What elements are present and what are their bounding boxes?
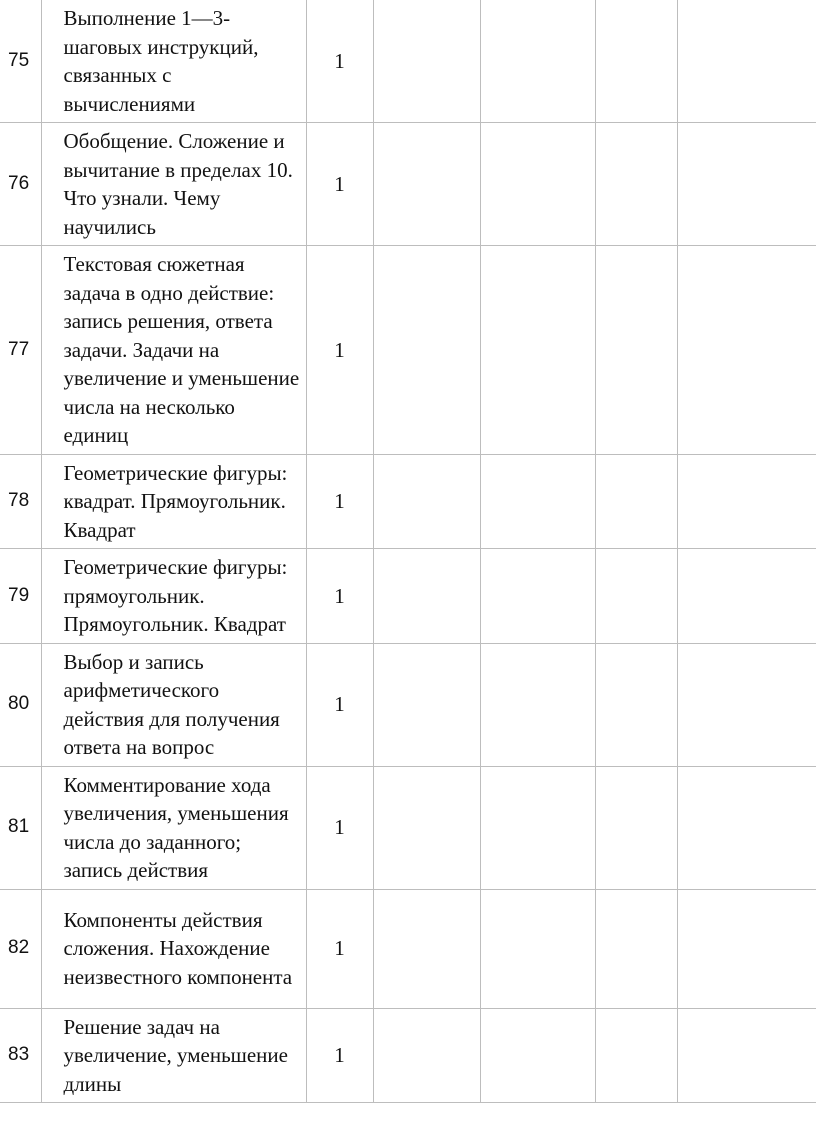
lesson-number: 82 xyxy=(0,889,41,1008)
empty-cell xyxy=(677,123,816,246)
lesson-hours: 1 xyxy=(306,549,373,644)
lesson-topic: Текстовая сюжетная задача в одно действие: запись решения, ответа задачи. Задачи на увеличение и уменьшение числа на несколько единиц xyxy=(41,246,306,455)
lesson-topic: Геометрические фигуры: квадрат. Прямоугольник. Квадрат xyxy=(41,454,306,549)
empty-cell xyxy=(480,643,595,766)
empty-cell xyxy=(480,889,595,1008)
table-row xyxy=(0,0,816,123)
empty-cell xyxy=(595,123,677,246)
empty-cell xyxy=(480,246,595,455)
empty-cell xyxy=(480,549,595,644)
empty-cell xyxy=(373,1008,480,1103)
empty-cell xyxy=(677,246,816,455)
empty-cell xyxy=(595,643,677,766)
lesson-hours: 1 xyxy=(306,246,373,455)
lesson-number: 78 xyxy=(0,454,41,549)
table-row xyxy=(0,1008,816,1103)
lesson-hours: 1 xyxy=(306,889,373,1008)
lesson-topic: Решение задач на увеличение, уменьшение длины xyxy=(41,1008,306,1103)
empty-cell xyxy=(373,0,480,123)
lesson-number: 77 xyxy=(0,246,41,455)
lesson-number: 80 xyxy=(0,643,41,766)
lesson-number: 79 xyxy=(0,549,41,644)
lesson-hours: 1 xyxy=(306,454,373,549)
lesson-topic: Геометрические фигуры: прямоугольник. Прямоугольник. Квадрат xyxy=(41,549,306,644)
lesson-number: 81 xyxy=(0,766,41,889)
empty-cell xyxy=(677,0,816,123)
empty-cell xyxy=(373,123,480,246)
lesson-hours: 1 xyxy=(306,123,373,246)
empty-cell xyxy=(480,123,595,246)
lesson-topic: Выполнение 1—3-шаговых инструкций, связанных с вычислениями xyxy=(41,0,306,123)
empty-cell xyxy=(373,766,480,889)
empty-cell xyxy=(480,766,595,889)
lesson-topic: Выбор и запись арифметического действия для получения ответа на вопрос xyxy=(41,643,306,766)
table-row xyxy=(0,889,816,1008)
empty-cell xyxy=(677,766,816,889)
empty-cell xyxy=(373,889,480,1008)
empty-cell xyxy=(595,0,677,123)
empty-cell xyxy=(480,1008,595,1103)
empty-cell xyxy=(677,454,816,549)
lesson-hours: 1 xyxy=(306,766,373,889)
empty-cell xyxy=(595,1008,677,1103)
lesson-hours: 1 xyxy=(306,643,373,766)
empty-cell xyxy=(373,643,480,766)
lesson-topic: Обобщение. Сложение и вычитание в пределах 10. Что узнали. Чему научились xyxy=(41,123,306,246)
empty-cell xyxy=(595,454,677,549)
empty-cell xyxy=(480,454,595,549)
empty-cell xyxy=(373,549,480,644)
lesson-hours: 1 xyxy=(306,1008,373,1103)
empty-cell xyxy=(595,766,677,889)
table-row xyxy=(0,123,816,246)
empty-cell xyxy=(677,1008,816,1103)
lesson-number: 76 xyxy=(0,123,41,246)
table-row xyxy=(0,643,816,766)
table-row xyxy=(0,246,816,455)
empty-cell xyxy=(677,643,816,766)
table-row xyxy=(0,549,816,644)
empty-cell xyxy=(677,549,816,644)
empty-cell xyxy=(595,889,677,1008)
table-row xyxy=(0,766,816,889)
empty-cell xyxy=(595,549,677,644)
table-row xyxy=(0,454,816,549)
empty-cell xyxy=(373,246,480,455)
empty-cell xyxy=(595,246,677,455)
empty-cell xyxy=(373,454,480,549)
lesson-topic: Комментирование хода увеличения, уменьшения числа до заданного; запись действия xyxy=(41,766,306,889)
lesson-number: 75 xyxy=(0,0,41,123)
empty-cell xyxy=(480,0,595,123)
empty-cell xyxy=(677,889,816,1008)
lesson-topic: Компоненты действия сложения. Нахождение неизвестного компонента xyxy=(41,889,306,1008)
lesson-hours: 1 xyxy=(306,0,373,123)
lesson-number: 83 xyxy=(0,1008,41,1103)
